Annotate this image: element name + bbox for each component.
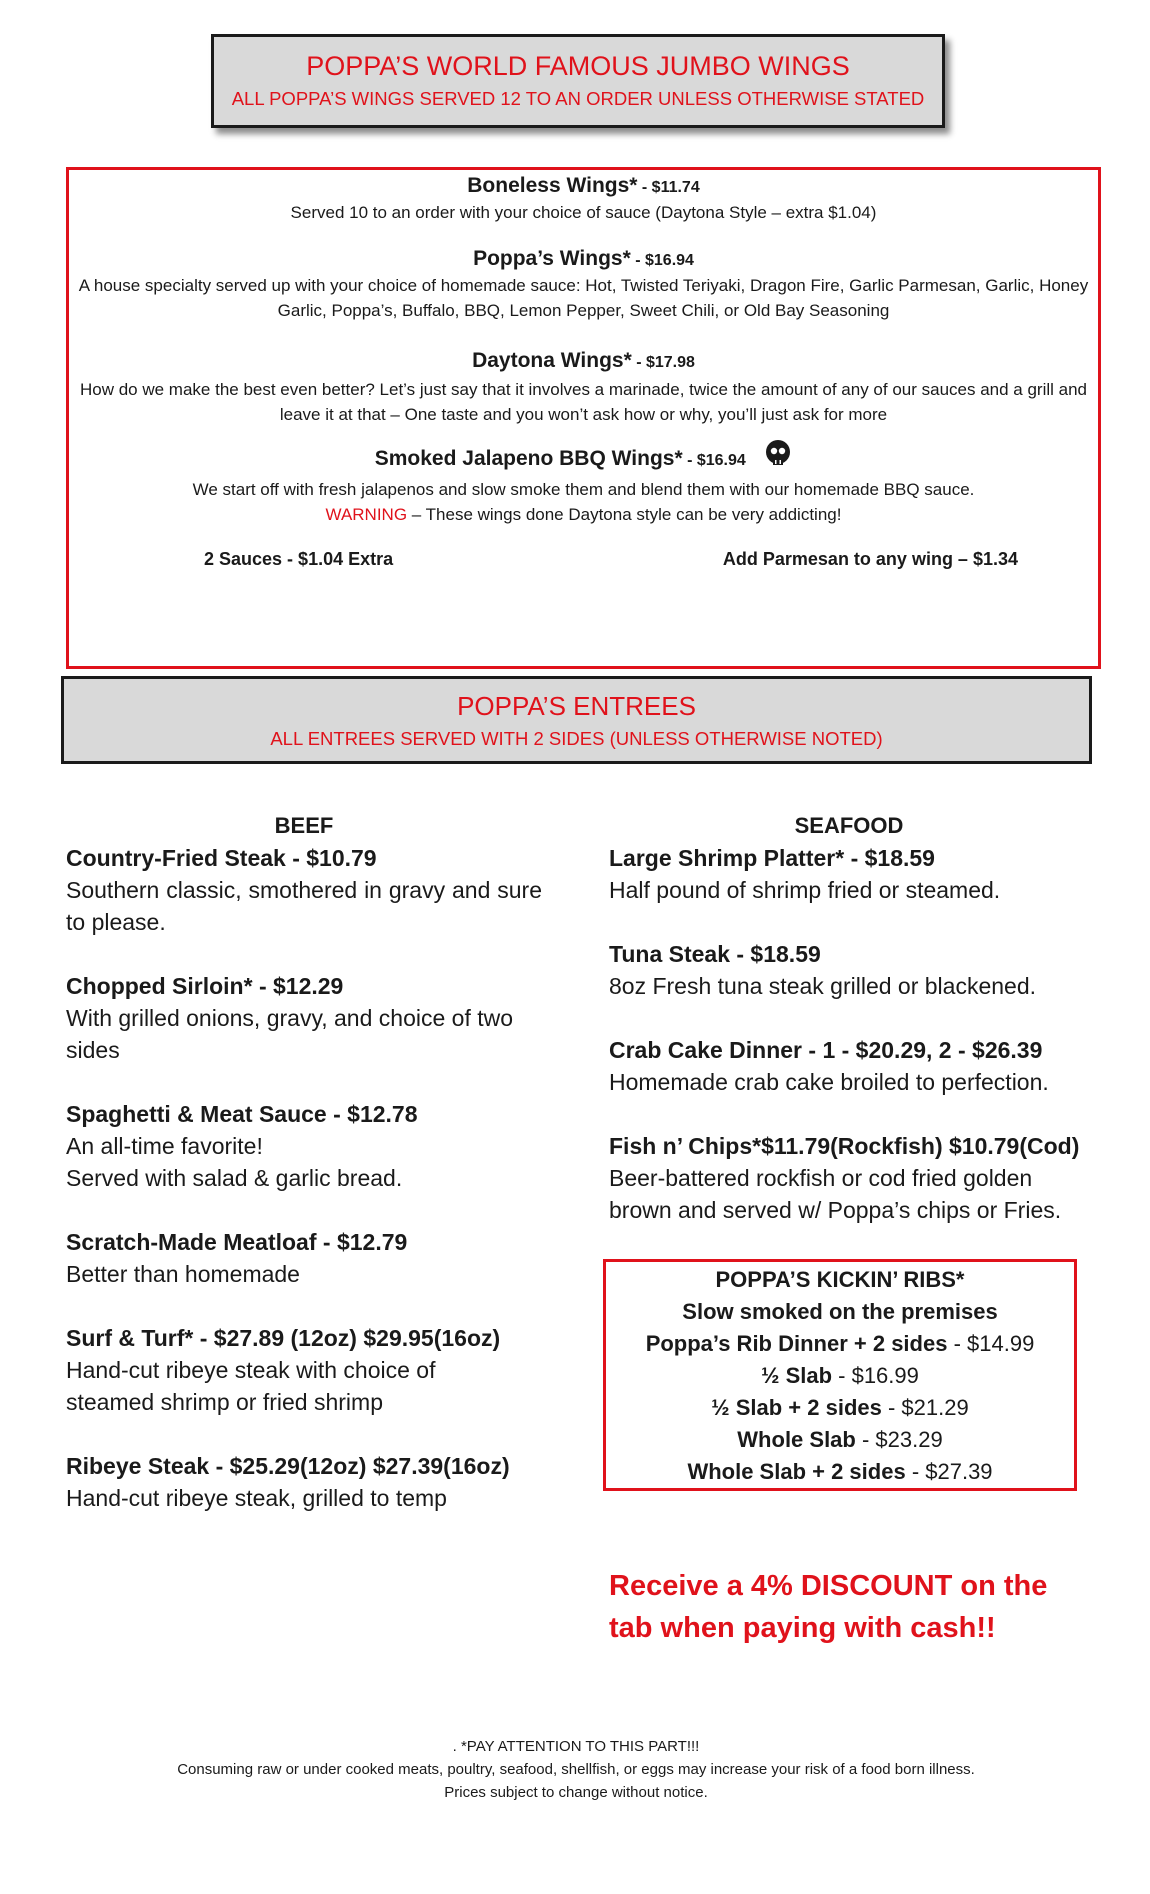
rib-item [606,1424,1074,1456]
menu-item-name: Country-Fried Steak - $10.79 [66,845,377,871]
menu-item-desc: Homemade crab cake broiled to perfection. [609,1069,1049,1095]
boneless-wings-item [69,174,1098,225]
beef-column [66,810,542,1546]
menu-item [609,1130,1089,1226]
beef-heading: BEEF [274,813,334,838]
poppas-wings-price: - $16.94 [630,252,694,269]
poppas-wings-item [69,247,1098,323]
boneless-wings-desc: Served 10 to an order with your choice of sauce (Daytona Style – extra $1.04) [290,203,877,222]
menu-item-desc: Hand-cut ribeye steak, grilled to temp [66,1485,447,1511]
rib-item [606,1456,1074,1488]
discount-line-2: tab when paying with cash!! [609,1612,996,1644]
warning-label: WARNING [325,505,408,524]
menu-item-name: Surf & Turf* - $27.89 (12oz) $29.95(16oz) [66,1325,501,1351]
daytona-wings-name: Daytona Wings* [472,349,632,372]
daytona-wings-item [69,349,1098,427]
jalapeno-wings-item [69,439,1098,527]
parmesan-note: Add Parmesan to any wing – $1.34 [722,549,1018,569]
wing-extras-row [69,549,1098,570]
rib-item-price: - $23.29 [855,1427,943,1452]
seafood-heading: SEAFOOD [794,813,904,838]
footer-warning: Consuming raw or under cooked meats, poultry, seafood, shellfish, or eggs may increase your risk of a food born illness. [177,1761,975,1778]
wings-header-banner [211,34,945,128]
rib-item-price: - $14.99 [947,1331,1035,1356]
jalapeno-wings-name: Smoked Jalapeno BBQ Wings* [374,447,683,470]
menu-item [66,1322,542,1418]
rib-item-name: Whole Slab + 2 sides [687,1459,906,1484]
wings-header-subtitle: ALL POPPA’S WINGS SERVED 12 TO AN ORDER UNLESS OTHERWISE STATED [231,88,925,109]
rib-item-name: ½ Slab + 2 sides [711,1395,882,1420]
menu-item [609,842,1089,906]
menu-item-name: Chopped Sirloin* - $12.29 [66,973,344,999]
menu-item-name: Crab Cake Dinner - 1 - $20.29, 2 - $26.39 [609,1037,1043,1063]
menu-item-desc: Beer-battered rockfish or cod fried golden brown and served w/ Poppa’s chips or Fries. [609,1165,1062,1223]
menu-item [66,1098,542,1194]
menu-item-name: Large Shrimp Platter* - $18.59 [609,845,935,871]
menu-item-desc: Half pound of shrimp fried or steamed. [609,877,1001,903]
menu-item-name: Spaghetti & Meat Sauce - $12.78 [66,1101,418,1127]
footer-attention: . *PAY ATTENTION TO THIS PART!!! [452,1738,700,1755]
jalapeno-warning [69,502,1098,527]
menu-item [66,842,542,938]
menu-item [609,938,1089,1002]
boneless-wings-name: Boneless Wings* [467,174,638,197]
menu-item-desc: 8oz Fresh tuna steak grilled or blackened. [609,973,1037,999]
wings-header-title: POPPA’S WORLD FAMOUS JUMBO WINGS [306,51,850,81]
menu-item-name: Ribeye Steak - $25.29(12oz) $27.39(16oz) [66,1453,510,1479]
rib-item-price: - $27.39 [905,1459,993,1484]
menu-item-desc-2: Served with salad & garlic bread. [66,1165,403,1191]
rib-item [606,1392,1074,1424]
cash-discount-note [609,1565,1109,1649]
menu-item-desc: Better than homemade [66,1261,300,1287]
menu-item-desc: Southern classic, smothered in gravy and sure to please. [66,877,542,935]
menu-item-name: Tuna Steak - $18.59 [609,941,821,967]
rib-item [606,1360,1074,1392]
ribs-section [603,1259,1077,1491]
menu-item [66,1226,542,1290]
entrees-header-subtitle: ALL ENTREES SERVED WITH 2 SIDES (UNLESS OTHERWISE NOTED) [270,728,883,749]
discount-line-1: Receive a 4% DISCOUNT on the [609,1570,1048,1602]
footer-disclaimer [66,1735,1086,1804]
jalapeno-wings-desc: We start off with fresh jalapenos and slow smoke them and blend them with our homemade BBQ sauce. [192,480,975,499]
menu-item-desc: With grilled onions, gravy, and choice of two sides [66,1005,514,1063]
menu-item-name: Scratch-Made Meatloaf - $12.79 [66,1229,408,1255]
menu-item [66,1450,542,1514]
footer-prices-note: Prices subject to change without notice. [444,1784,708,1801]
ribs-title: POPPA’S KICKIN’ RIBS* [715,1267,965,1292]
ribs-subtitle: Slow smoked on the premises [682,1299,998,1324]
rib-item-price: - $16.99 [832,1363,919,1388]
menu-item [609,1034,1089,1098]
seafood-column [609,810,1089,1258]
jalapeno-wings-price: - $16.94 [682,452,746,469]
rib-item-price: - $21.29 [881,1395,969,1420]
rib-item-name: Poppa’s Rib Dinner + 2 sides [645,1331,948,1356]
daytona-wings-price: - $17.98 [631,354,695,371]
rib-item-name: ½ Slab [761,1363,833,1388]
boneless-wings-price: - $11.74 [637,179,700,196]
skull-icon [764,439,792,467]
daytona-wings-desc: How do we make the best even better? Let’s just say that it involves a marinade, twice the amount of any of our sauces and a grill and leave it at that – One taste and you won’t ask how or why, you’ll just ask for more [79,380,1088,424]
rib-item [606,1328,1074,1360]
poppas-wings-desc: A house specialty served up with your choice of homemade sauce: Hot, Twisted Teriyaki, Dragon Fire, Garlic Parmesan, Garlic, Honey Garlic, Poppa’s, Buffalo, BBQ, Lemon Pepper, Sweet Chili, or Old Bay Seasoning [78,276,1089,320]
entrees-header-title: POPPA’S ENTREES [457,691,696,721]
poppas-wings-name: Poppa’s Wings* [473,247,631,270]
extra-sauce-note: 2 Sauces - $1.04 Extra [204,549,394,569]
wings-section [66,167,1101,669]
menu-item [66,970,542,1066]
menu-item-name: Fish n’ Chips*$11.79(Rockfish) $10.79(Cod) [609,1133,1080,1159]
menu-item-desc: Hand-cut ribeye steak with choice of steamed shrimp or fried shrimp [66,1357,436,1415]
menu-item-desc: An all-time favorite! [66,1133,263,1159]
warning-text: – These wings done Daytona style can be very addicting! [407,505,842,524]
entrees-header-banner [61,676,1092,764]
rib-item-name: Whole Slab [737,1427,856,1452]
